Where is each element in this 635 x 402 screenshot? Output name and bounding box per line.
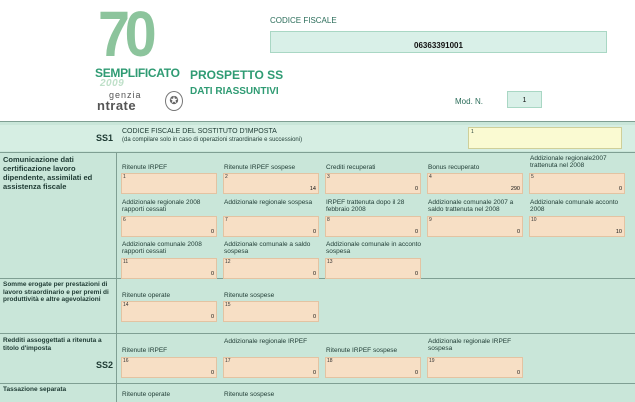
- field-label: Addizionale comunale a saldo sospesa: [224, 241, 311, 255]
- field-number: 10: [531, 217, 537, 223]
- field-number: 8: [327, 217, 330, 223]
- ss1-codice-fiscale-field[interactable]: [468, 127, 622, 149]
- field-value: 0: [414, 229, 418, 235]
- field-9-add-comunale-2007[interactable]: [427, 216, 523, 237]
- field-label: Ritenute sospese: [224, 391, 275, 398]
- codice-fiscale-field[interactable]: 06363391001: [270, 31, 607, 53]
- field-number: 12: [225, 259, 231, 265]
- field-number: 17: [225, 358, 231, 364]
- field-2-ritenute-irpef-sospese[interactable]: [223, 173, 319, 194]
- field-label: Ritenute sospese: [224, 292, 275, 299]
- field-1-ritenute-irpef[interactable]: [121, 173, 217, 194]
- field-value: 0: [414, 370, 418, 376]
- field-value: 0: [414, 271, 418, 277]
- field-number: 2: [225, 174, 228, 180]
- field-14-ritenute-operate[interactable]: [121, 301, 217, 322]
- field-value: 0: [516, 370, 520, 376]
- field-value: 0: [516, 229, 520, 235]
- republic-emblem-icon: ✪: [165, 91, 183, 111]
- field-number: 5: [531, 174, 534, 180]
- page-subtitle: DATI RIASSUNTIVI: [190, 86, 279, 97]
- field-11-add-comunale-cessati[interactable]: [121, 258, 217, 279]
- field-5-add-regionale-2007[interactable]: [529, 173, 625, 194]
- mod-number-field[interactable]: 1: [507, 91, 542, 108]
- field-label: Addizionale comunale in acconto sospesa: [326, 241, 422, 255]
- field-13-add-comunale-acconto-sospesa[interactable]: [325, 258, 421, 279]
- field-label: Addizionale comunale acconto 2008: [530, 199, 619, 213]
- field-value: 0: [312, 229, 316, 235]
- field-number: 15: [225, 302, 231, 308]
- field-number: 4: [429, 174, 432, 180]
- ss1-note: (da compilare solo in caso di operazioni straordinarie e successioni): [122, 137, 303, 143]
- model-number-logo: 70: [98, 0, 152, 70]
- field-value: 0: [210, 314, 214, 320]
- field-label: Ritenute IRPEF: [122, 164, 168, 171]
- field-label: Addizionale regionale2007 trattenuta nel 2008: [530, 155, 607, 169]
- field-19-add-regionale-irpef-sospesa[interactable]: [427, 357, 523, 378]
- section-label-tassazione-separata: Tassazione separata: [3, 386, 67, 393]
- agency-logo-line2: ntrate: [97, 98, 137, 113]
- ss2-code: SS2: [96, 360, 114, 370]
- column-divider: [116, 153, 117, 402]
- field-label: Addizionale regionale 2008 rapporti cessati: [122, 199, 201, 213]
- agency-logo: [97, 90, 187, 114]
- section-label-somme-erogate: Somme erogate per prestazioni di lavoro straordinario e per premi di produttività e altre agevolazioni: [3, 281, 109, 303]
- field-16-ritenute-irpef[interactable]: [121, 357, 217, 378]
- field-value: 0: [414, 186, 418, 192]
- field-label: Addizionale comunale 2008 rapporti cessati: [122, 241, 202, 255]
- field-label: Ritenute operate: [122, 292, 171, 299]
- field-value: 0: [312, 314, 316, 320]
- field-value: 0: [618, 186, 622, 192]
- field-value: 0: [312, 370, 316, 376]
- field-number: 3: [327, 174, 330, 180]
- field-10-add-comunale-acconto[interactable]: [529, 216, 625, 237]
- field-value: 0: [210, 229, 214, 235]
- ss1-label: CODICE FISCALE DEL SOSTITUTO D'IMPOSTA: [122, 128, 277, 135]
- divider: [0, 121, 635, 122]
- field-value: 14: [309, 186, 316, 192]
- agency-logo-line1: genzia: [109, 90, 142, 100]
- field-number: 16: [123, 358, 129, 364]
- field-3-crediti-recuperati[interactable]: [325, 173, 421, 194]
- field-value: 10: [615, 229, 622, 235]
- field-label: Addizionale regionale IRPEF: [224, 338, 308, 345]
- field-number: 1: [123, 174, 126, 180]
- page-title: PROSPETTO SS: [190, 68, 284, 82]
- field-8-irpef-trattenuta[interactable]: [325, 216, 421, 237]
- field-value: 0: [312, 271, 316, 277]
- field-6-add-regionale-cessati[interactable]: [121, 216, 217, 237]
- field-label: Addizionale regionale sospesa: [224, 199, 313, 206]
- field-12-add-comunale-saldo-sospesa[interactable]: [223, 258, 319, 279]
- ss1-code: SS1: [96, 133, 114, 143]
- section-label-redditi-assoggettati: Redditi assoggettati a ritenuta a titolo d'imposta: [3, 337, 102, 352]
- field-number: 9: [429, 217, 432, 223]
- field-4-bonus-recuperato[interactable]: [427, 173, 523, 194]
- mod-number-label: Mod. N.: [455, 97, 484, 106]
- field-label: Ritenute IRPEF sospese: [326, 347, 398, 354]
- field-17-add-regionale-irpef[interactable]: [223, 357, 319, 378]
- field-label: Addizionale comunale 2007 a saldo trattenuta nel 2008: [428, 199, 514, 213]
- field-18-ritenute-irpef-sospese[interactable]: [325, 357, 421, 378]
- field-value: 0: [210, 370, 214, 376]
- field-label: Crediti recuperati: [326, 164, 376, 171]
- model-year-logo: 2009: [100, 78, 125, 89]
- field-value: 0: [210, 271, 214, 277]
- field-number: 1: [471, 129, 474, 135]
- divider: [0, 383, 635, 384]
- model-name-logo: SEMPLIFICATO: [95, 66, 180, 80]
- divider: [0, 152, 635, 153]
- section-label-lavoro-dipendente: Comunicazione dati certificazione lavoro dipendente, assimilati ed assistenza fiscale: [3, 155, 93, 191]
- field-label: Addizionale regionale IRPEF sospesa: [428, 338, 512, 352]
- codice-fiscale-label: CODICE FISCALE: [270, 16, 337, 25]
- field-number: 6: [123, 217, 126, 223]
- field-15-ritenute-sospese[interactable]: [223, 301, 319, 322]
- field-label: IRPEF trattenuta dopo il 28 febbraio 2008: [326, 199, 405, 213]
- field-number: 19: [429, 358, 435, 364]
- divider: [0, 333, 635, 334]
- field-number: 13: [327, 259, 333, 265]
- field-label: Ritenute operate: [122, 391, 171, 398]
- field-label: Bonus recuperato: [428, 164, 480, 171]
- field-value: 290: [510, 186, 520, 192]
- field-number: 7: [225, 217, 228, 223]
- field-number: 18: [327, 358, 333, 364]
- field-label: Ritenute IRPEF: [122, 347, 168, 354]
- field-number: 11: [123, 259, 129, 265]
- field-label: Ritenute IRPEF sospese: [224, 164, 296, 171]
- field-number: 14: [123, 302, 129, 308]
- field-7-add-regionale-sospesa[interactable]: [223, 216, 319, 237]
